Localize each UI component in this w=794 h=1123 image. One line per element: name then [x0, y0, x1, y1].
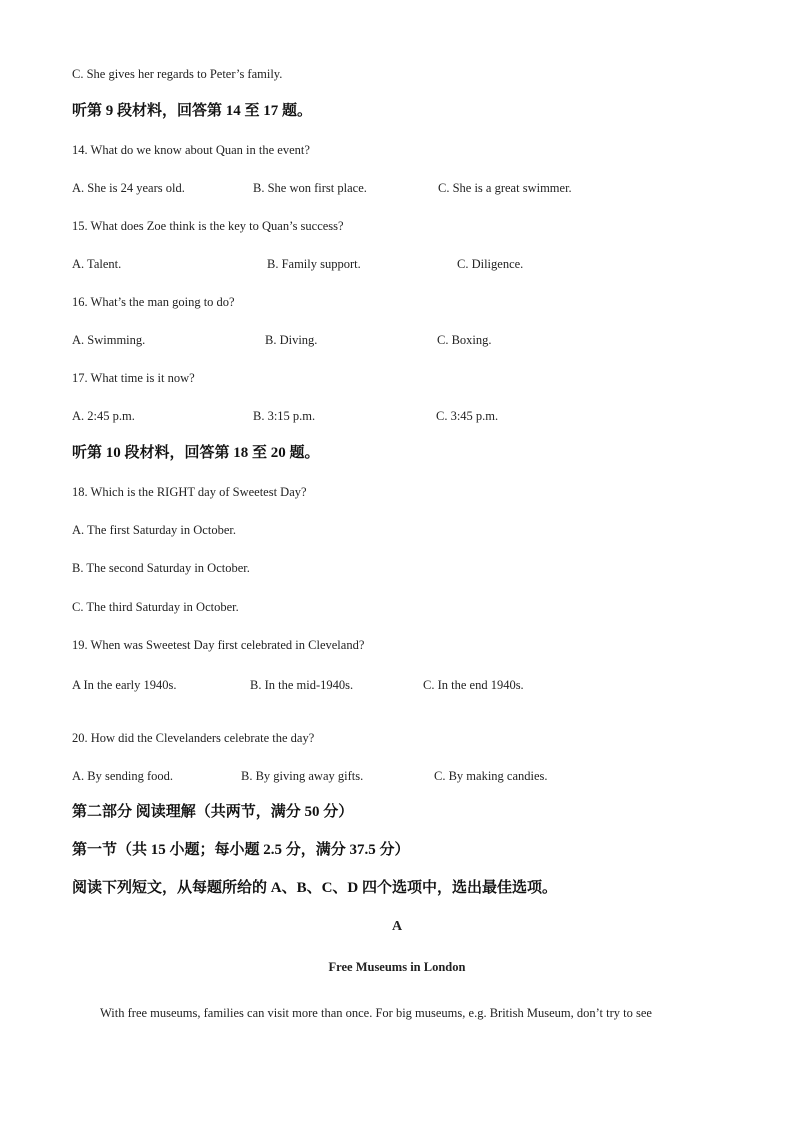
- passage-paragraph-1: With free museums, families can visit more than once. For big museums, e.g. British Museum, don’t try to see: [100, 1006, 652, 1020]
- section-10-heading: 听第 10 段材料，回答第 18 至 20 题。: [72, 445, 320, 461]
- q16-option-b: B. Diving.: [265, 333, 318, 347]
- q17-option-a: A. 2:45 p.m.: [72, 409, 135, 423]
- question-15: 15. What does Zoe think is the key to Quan’s success?: [72, 219, 344, 233]
- q19-option-b: B. In the mid-1940s.: [250, 678, 354, 692]
- question-20: 20. How did the Clevelanders celebrate the day?: [72, 731, 315, 745]
- q14-option-c: C. She is a great swimmer.: [438, 181, 572, 195]
- q17-option-b: B. 3:15 p.m.: [253, 409, 316, 423]
- section-9-heading: 听第 9 段材料，回答第 14 至 17 题。: [72, 103, 313, 119]
- q15-option-b: B. Family support.: [267, 257, 361, 271]
- q14-option-a: A. She is 24 years old.: [72, 181, 185, 195]
- q15-option-c: C. Diligence.: [457, 257, 524, 271]
- question-16: 16. What’s the man going to do?: [72, 295, 235, 309]
- q20-option-a: A. By sending food.: [72, 769, 174, 783]
- q17-option-c: C. 3:45 p.m.: [436, 409, 499, 423]
- passage-title: Free Museums in London: [328, 960, 466, 974]
- question-18: 18. Which is the RIGHT day of Sweetest Day?: [72, 485, 307, 499]
- passage-letter: A: [391, 919, 403, 934]
- section-1-heading: 第一节（共 15 小题；每小题 2.5 分，满分 37.5 分）: [72, 842, 410, 858]
- q16-option-c: C. Boxing.: [437, 333, 492, 347]
- q20-option-b: B. By giving away gifts.: [241, 769, 364, 783]
- q13-option-c: C. She gives her regards to Peter’s family.: [72, 67, 283, 81]
- q15-option-a: A. Talent.: [72, 257, 122, 271]
- q20-option-c: C. By making candies.: [434, 769, 548, 783]
- question-14: 14. What do we know about Quan in the event?: [72, 143, 310, 157]
- question-17: 17. What time is it now?: [72, 371, 195, 385]
- q18-option-b: B. The second Saturday in October.: [72, 561, 250, 575]
- q19-option-a: A In the early 1940s.: [72, 678, 177, 692]
- q16-option-a: A. Swimming.: [72, 333, 146, 347]
- q18-option-a: A. The first Saturday in October.: [72, 523, 236, 537]
- part-2-heading: 第二部分 阅读理解（共两节，满分 50 分）: [72, 804, 354, 820]
- q18-option-c: C. The third Saturday in October.: [72, 600, 239, 614]
- question-19: 19. When was Sweetest Day first celebrated in Cleveland?: [72, 638, 365, 652]
- q19-option-c: C. In the end 1940s.: [423, 678, 524, 692]
- reading-instructions: 阅读下列短文，从每题所给的 A、B、C、D 四个选项中，选出最佳选项。: [72, 880, 558, 896]
- q14-option-b: B. She won first place.: [253, 181, 367, 195]
